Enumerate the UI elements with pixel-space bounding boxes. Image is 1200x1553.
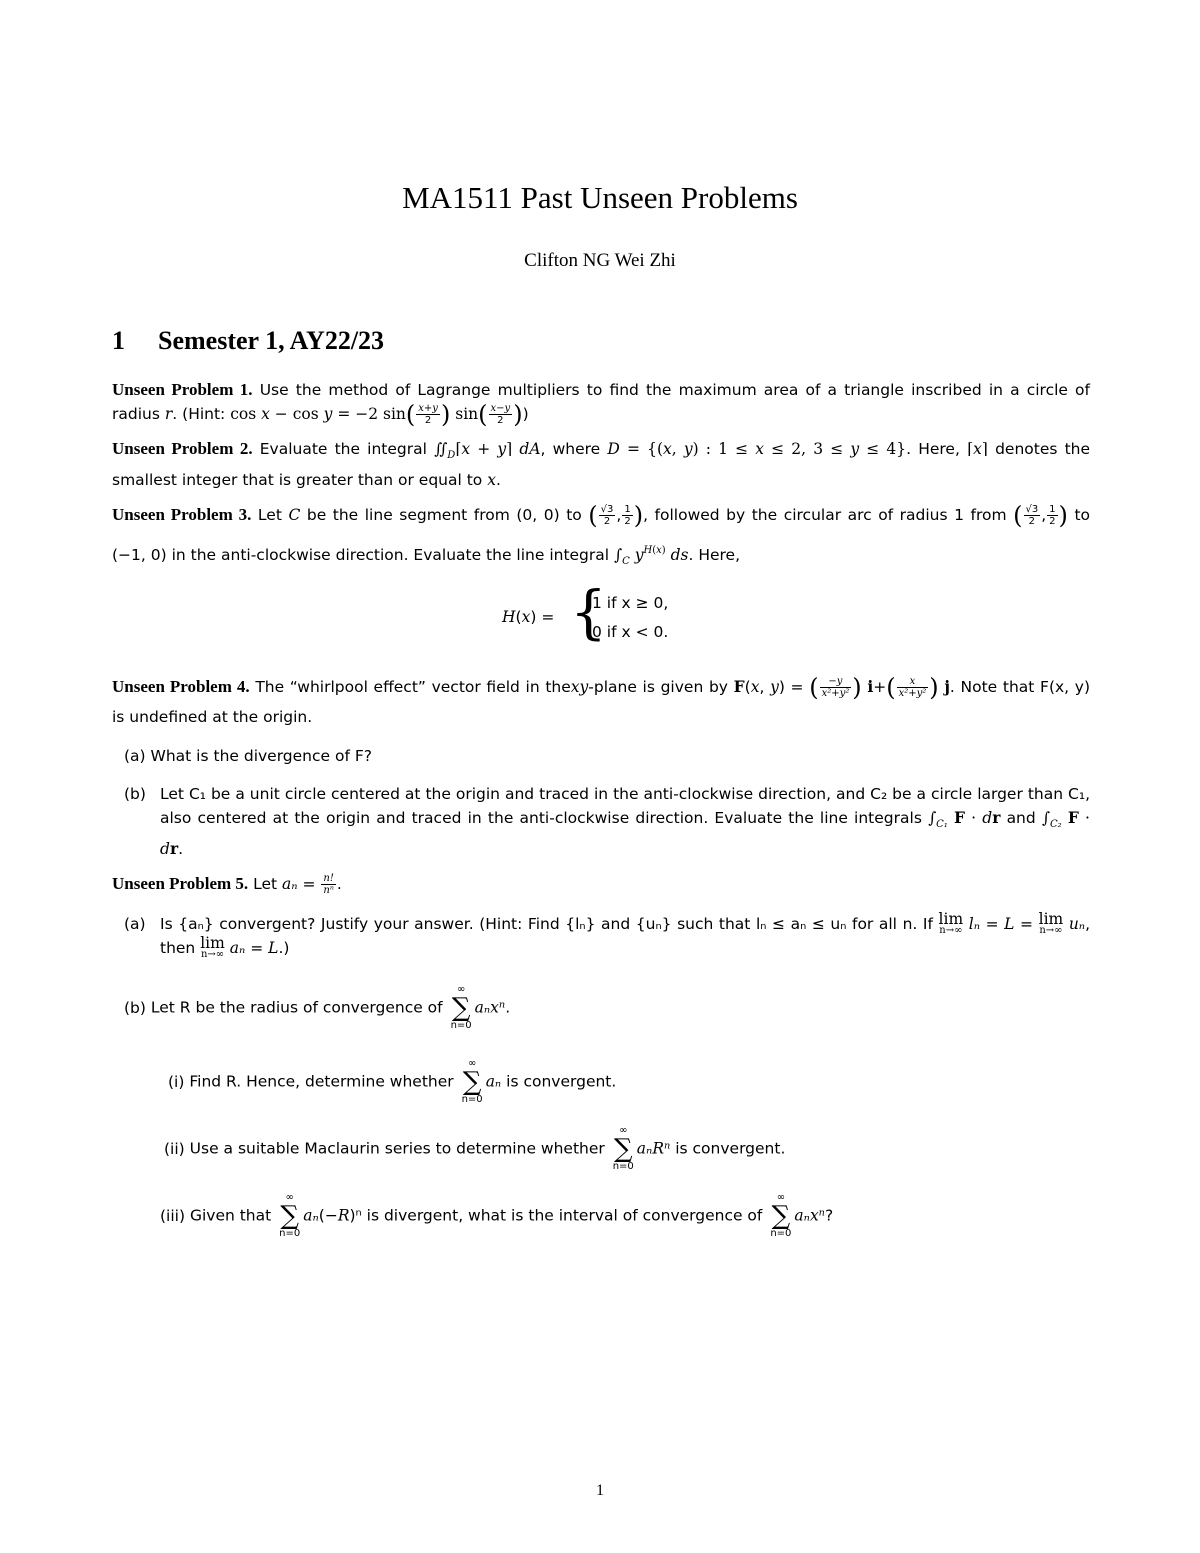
problem-5a-text: Is {aₙ} convergent? Justify your answer. (Hint: Find {lₙ} and {uₙ} such that lₙ ≤ aₙ ≤ uₙ for all n. If — [160, 915, 933, 933]
problem-4b: (b) Let C₁ be a unit circle centered at the origin and traced in the anti-clockwise direction, and C₂ be a circle larger than C₁, also centered at the origin and traced in the anti-clockwise direction. Evaluate the line integrals $\int_{C_1}$ F · dr and $\int_{C_2}$ F · dr. — [124, 782, 1090, 861]
problem-4a-label: (a) — [124, 747, 146, 765]
problem-2: Unseen Problem 2. Evaluate the integral $∬_D⌈x$ + y⌉ dA, where D = {(x, y) : 1 ≤ x ≤ 2, 3 ≤ y ≤ 4}. Here, ⌈x⌉ denotes the smallest integer that is greater than or equal to x. — [112, 439, 1091, 489]
problem-1-hint: (Hint: — [182, 405, 226, 423]
page-number: 1 — [596, 1482, 604, 1499]
problem-5b-i-label: (i) — [168, 1072, 185, 1091]
problem-4a-text: What is the divergence of F? — [150, 747, 373, 765]
section-number: 1 — [112, 326, 125, 355]
problem-5b-label: (b) — [124, 998, 146, 1017]
document-title: MA1511 Past Unseen Problems — [402, 180, 798, 215]
problem-4-text-b: -plane is given by — [588, 678, 728, 696]
problem-5a-text-b: , then — [160, 915, 1091, 957]
problem-3-label: Unseen Problem 3. — [112, 505, 252, 524]
problem-5b-iii-text-b: is divergent, what is the interval of convergence of — [366, 1206, 763, 1225]
problem-4-text-a: The “whirlpool effect” vector field in the — [255, 678, 571, 696]
document-author: Clifton NG Wei Zhi — [524, 250, 676, 271]
problem-2-text-d: denotes the smallest integer that is greater than or equal to — [112, 440, 1091, 489]
section-title: Semester 1, AY22/23 — [158, 326, 385, 355]
problem-5-text-a: Let — [253, 875, 278, 893]
problem-5b-iii: (iii) Given that ∞ ∑ n=0aₙ(−R)ⁿ is divergent, what is the interval of convergence of ∞ ∑ n=0aₙxⁿ? — [160, 1192, 834, 1239]
problem-1-text: Use the method of Lagrange multipliers to find the maximum area of a triangle inscribed in a circle of radius — [112, 381, 1090, 423]
problem-3-text-d: to (−1, 0) in the anti-clockwise direction. Evaluate the line integral — [112, 506, 1091, 564]
problem-5: Unseen Problem 5. Let aₙ = $\frac{n!}{\text{nⁿ}}$ . — [112, 873, 342, 896]
problem-5-label: Unseen Problem 5. — [112, 874, 249, 893]
problem-1: Unseen Problem 1. Use the method of Lagrange multipliers to find the maximum area of a triangle inscribed in a circle of radius r. (Hint: cos x − cos y = −2 sin( $\frac{x+y}{2}$ ) sin( $\frac{x-y}{2}$ )) — [112, 380, 1090, 429]
problem-5a: (a) Is {aₙ} convergent? Justify your answer. (Hint: Find {lₙ} and {uₙ} such that lₙ ≤ aₙ ≤ uₙ for all n. If lim n→∞ lₙ = L = lim n→∞ uₙ, then lim n→∞ aₙ = L.) — [124, 910, 1091, 960]
problem-5b-ii-text-a: Use a suitable Maclaurin series to determine whether — [189, 1139, 605, 1158]
problem-5b-ii-label: (ii) — [164, 1139, 185, 1158]
piecewise-case-1: 1 if x ≥ 0, — [592, 594, 669, 612]
problem-1-label: Unseen Problem 1. — [112, 380, 253, 399]
problem-3-text-c: , followed by the circular arc of radius 1 from — [643, 506, 1007, 524]
problem-3-text-e: . Here, — [688, 546, 741, 564]
problem-4b-text-b: and — [1006, 809, 1036, 827]
problem-4: Unseen Problem 4. The “whirlpool effect” vector field in thexy-plane is given by F(x, y) = ( $\frac{-y}{\text{x²+y²}}$ ) i+( $\frac{x}{\text{x²+y²}}$ ) j. Note that F(x, y) is undefined at the origin. — [112, 673, 1090, 726]
problem-2-text-b: , where — [540, 440, 601, 458]
problem-4b-text-a: Let C₁ be a unit circle centered at the origin and traced in the anti-clockwise direction, and C₂ be a circle larger than C₁, also centered at the origin and traced in the anti-clockwise direction. Evaluate the line integrals — [160, 785, 1090, 827]
problem-5b-i-text-b: is convergent. — [506, 1072, 617, 1091]
problem-2-text-c: . Here, — [906, 440, 960, 458]
problem-3-text-a: Let — [257, 506, 282, 524]
problem-3: Unseen Problem 3. Let C be the line segment from (0, 0) to ( $\frac{√3}{2}$ , $\frac{1}{2}$ ), followed by the circular arc of radius 1 from ( $\frac{√3}{2}$ , $\frac{1}{2}$ ) to (−1, 0) in the anti-clockwise direction. Evaluate the line integral $\int_C$ $y^{H(x)}$ ds. Here, — [112, 501, 1091, 567]
problem-5b-text: Let R be the radius of convergence of — [150, 998, 443, 1017]
problem-5b-iii-label: (iii) — [160, 1206, 186, 1225]
problem-5a-label: (a) — [124, 915, 146, 933]
problem-2-label: Unseen Problem 2. — [112, 439, 253, 458]
section-heading — [112, 326, 384, 356]
problem-5b-ii: (ii) Use a suitable Maclaurin series to determine whether ∞ ∑ n=0aₙRⁿ is convergent. — [164, 1125, 786, 1172]
problem-5b-i: (i) Find R. Hence, determine whether ∞ ∑ n=0aₙ is convergent. — [168, 1058, 617, 1105]
problem-4a — [124, 744, 372, 768]
problem-4-label: Unseen Problem 4. — [112, 677, 250, 696]
piecewise-lhs: H(x) = — [502, 608, 555, 626]
problem-5b: (b) Let R be the radius of convergence of ∞ ∑ n=0aₙxⁿ. — [124, 984, 511, 1031]
problem-3-text-b: be the line segment from (0, 0) to — [306, 506, 582, 524]
problem-5b-i-text-a: Find R. Hence, determine whether — [189, 1072, 454, 1091]
piecewise-case-2: 0 if x < 0. — [592, 623, 669, 641]
problem-4-text-c: Note that F(x, y) is undefined at the origin. — [112, 678, 1090, 726]
piecewise-brace: { — [570, 578, 607, 646]
problem-5b-ii-text-b: is convergent. — [675, 1139, 786, 1158]
problem-5b-iii-text-a: Given that — [189, 1206, 272, 1225]
problem-4b-label: (b) — [124, 785, 146, 803]
problem-2-text-a: Evaluate the integral — [259, 440, 427, 458]
